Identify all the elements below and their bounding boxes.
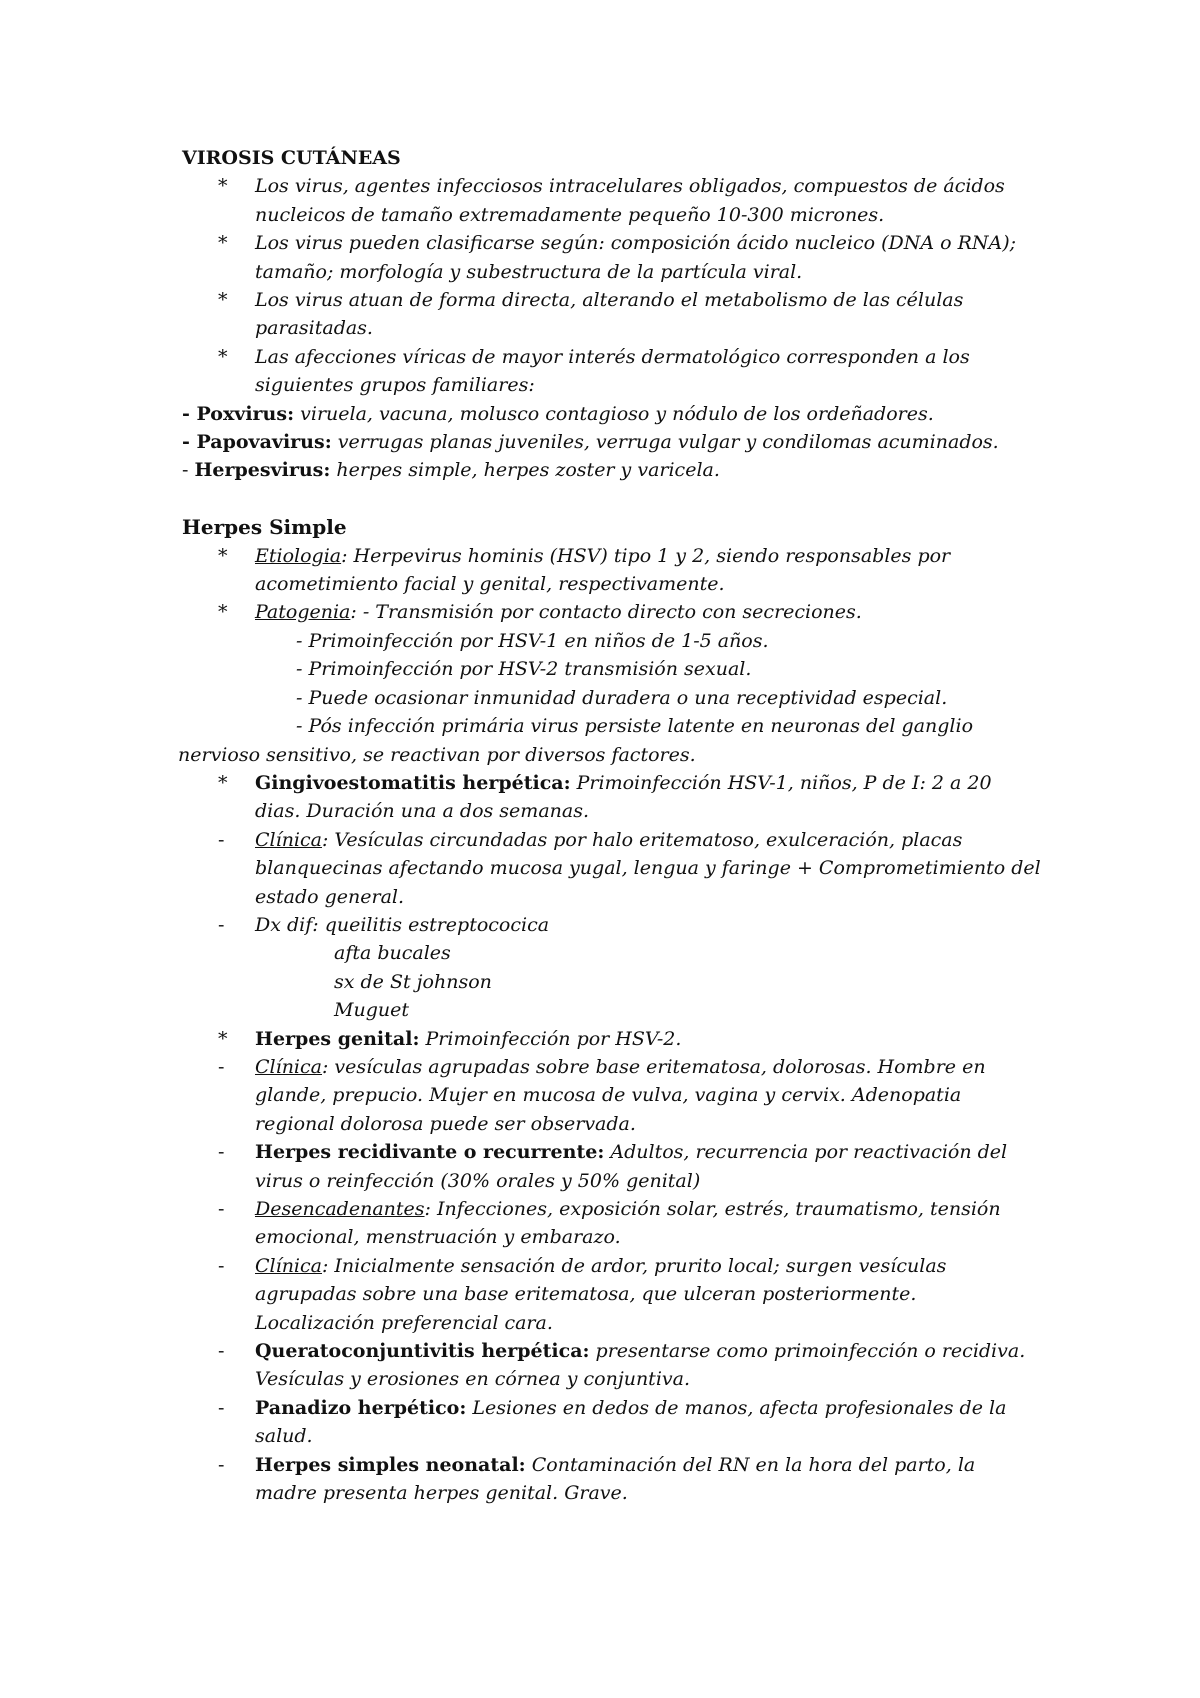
group-poxvirus: - Poxvirus: viruela, vacuna, molusco contagioso y nódulo de los ordeñadores. (182, 402, 934, 425)
bullet-mark: * (218, 232, 228, 255)
dx-sub: Muguet (334, 999, 409, 1022)
bullet-item: * Los virus atuan de forma directa, alterando el metabolismo de las células parasitadas. (182, 286, 1042, 343)
clinica-item: - Clínica: vesículas agrupadas sobre base eritematosa, dolorosas. Hombre en glande, prepucio. Mujer en mucosa de vulva, vagina y cervix. Adenopatia regional dolorosa puede ser observada. (218, 1055, 986, 1135)
patogenia-sub: - Puede ocasionar inmunidad duradera o una receptividad especial. (296, 686, 948, 709)
patogenia-item: * Patogenia: - Transmisión por contacto directo con secreciones. (218, 601, 862, 624)
group-papovavirus: - Papovavirus: verrugas planas juveniles, verruga vulgar y condilomas acuminados. (182, 431, 999, 454)
genital-item: * Herpes genital: Primoinfección por HSV-2. (218, 1027, 682, 1050)
bullet-mark: * (218, 345, 228, 368)
bullet-item: * Los virus, agentes infecciosos intracelulares obligados, compuestos de ácidos nucleicos de tamaño extremadamente pequeño 10-300 micrones. (182, 172, 1042, 229)
desencadenantes-item: - Desencadenantes: Infecciones, exposición solar, estrés, traumatismo, tensión emocional, menstruación y embarazo. (218, 1198, 1001, 1249)
patogenia-sub: - Primoinfección por HSV-2 transmisión sexual. (296, 658, 752, 681)
queratoconjuntivitis-item: - Queratoconjuntivitis herpética: presentarse como primoinfección o recidiva. Vesículas y erosiones en córnea y conjuntiva. (218, 1340, 1026, 1391)
clinica-item: - Clínica: Inicialmente sensación de ardor, prurito local; surgen vesículas agrupadas sobre una base eritematosa, que ulceran posteriormente. Localización preferencial cara. (218, 1254, 947, 1334)
dx-sub: afta bucales (334, 942, 451, 965)
patogenia-continuation: nervioso sensitivo, se reactivan por diversos factores. (178, 743, 696, 766)
neonatal-item: - Herpes simples neonatal: Contaminación del RN en la hora del parto, la madre presenta herpes genital. Grave. (218, 1453, 976, 1505)
etiologia-item: * Etiologia: Herpevirus hominis (HSV) tipo 1 y 2, siendo responsables por acometimiento facial y genital, respectivamente. (218, 544, 951, 596)
dx-dif-item: - Dx dif: queilitis estreptococica (218, 913, 550, 936)
clinica-item: - Clínica: Vesículas circundadas por halo eritematoso, exulceración, placas blanquecinas afectando mucosa yugal, lengua y faringe + Comprometimiento del estado general. (218, 828, 1041, 908)
bullet-item: * Los virus pueden clasificarse según: composición ácido nucleico (DNA o RNA); tamaño; morfología y subestructura de la partícula viral. (182, 229, 1042, 286)
patogenia-sub: - Pós infección primária virus persiste latente en neuronas del ganglio (296, 715, 974, 738)
patogenia-sub: - Primoinfección por HSV-1 en niños de 1-5 años. (296, 629, 769, 652)
document-page (178, 144, 1042, 1507)
gingivo-item: * Gingivoestomatitis herpética: Primoinfección HSV-1, niños, P de I: 2 a 20 dias. Duración una a dos semanas. (218, 771, 992, 823)
document-title: VIROSIS CUTÁNEAS (182, 147, 401, 169)
panadizo-item: - Panadizo herpético: Lesiones en dedos de manos, afecta profesionales de la salud. (218, 1396, 1007, 1448)
bullet-mark: * (218, 289, 228, 312)
section-heading: Herpes Simple (182, 515, 347, 540)
group-herpesvirus: - Herpesvirus: herpes simple, herpes zoster y varicela. (182, 459, 720, 482)
dx-sub: sx de St johnson (334, 970, 492, 993)
recidivante-item: - Herpes recidivante o recurrente: Adultos, recurrencia por reactivación del virus o reinfección (30% orales y 50% genital) (218, 1141, 1008, 1192)
bullet-mark: * (218, 175, 228, 198)
bullet-item: * Las afecciones víricas de mayor interés dermatológico corresponden a los siguientes grupos familiares: (182, 343, 1042, 400)
